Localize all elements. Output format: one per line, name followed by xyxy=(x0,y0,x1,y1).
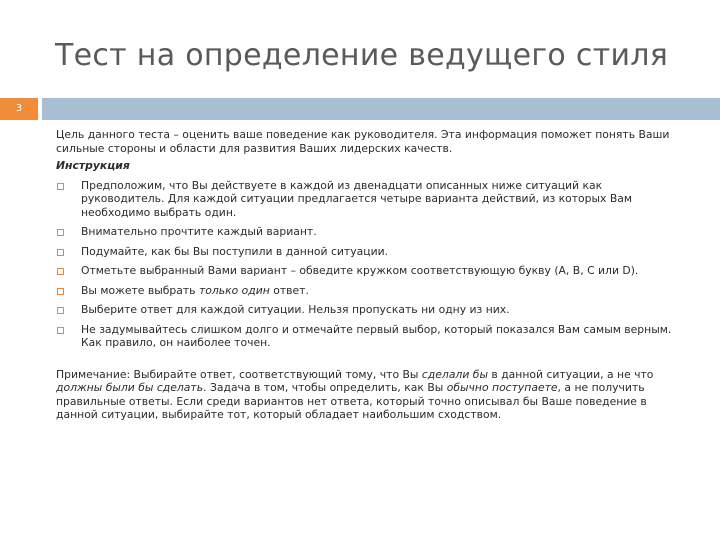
emphasis-text: должны были бы сделать xyxy=(56,381,204,394)
instruction-list xyxy=(56,179,686,350)
square-bullet-icon xyxy=(57,327,64,334)
list-item xyxy=(56,225,686,239)
square-bullet-icon xyxy=(57,268,64,275)
list-item-text: Подумайте, как бы Вы поступили в данной ситуации. xyxy=(81,244,389,258)
list-item-text: Не задумывайтесь слишком долго и отмечайте первый выбор, который показался Вам самым верным. Как правило, он наиболее точен. xyxy=(81,322,672,349)
square-bullet-icon xyxy=(57,249,64,256)
list-item xyxy=(56,245,686,259)
text-fragment: ответ. xyxy=(269,283,309,297)
text-fragment: , а не получить правильные ответы. Если среди вариантов нет ответа, который точно описывал бы Ваше поведение в данной ситуации, выбирайте тот, который обладает наибольшим сходством. xyxy=(56,381,647,421)
title-bar xyxy=(42,98,720,120)
slide-number-badge: 3 xyxy=(0,98,38,120)
square-bullet-icon xyxy=(57,229,64,236)
note-paragraph xyxy=(56,368,686,422)
list-item-text: Отметьте выбранный Вами вариант – обведите кружком соответствующую букву (A, B, C или D). xyxy=(81,264,639,277)
list-item-text xyxy=(81,284,309,297)
text-fragment: в данной ситуации, а не что xyxy=(487,367,654,381)
slide-content xyxy=(56,128,686,426)
list-item xyxy=(56,303,686,317)
text-fragment: Примечание: Выбирайте ответ, соответствующий тому, что Вы xyxy=(56,367,422,381)
list-item xyxy=(56,264,686,278)
emphasis-text: сделали бы xyxy=(421,367,488,381)
square-bullet-icon xyxy=(57,307,64,314)
emphasis-text: обычно поступаете xyxy=(446,381,558,394)
list-item xyxy=(56,284,686,298)
list-item xyxy=(56,179,686,220)
list-item xyxy=(56,323,686,350)
intro-paragraph: Цель данного теста – оценить ваше поведение как руководителя. Эта информация поможет понять Ваши сильные стороны и области для развития Ваших лидерских качеств. xyxy=(56,128,670,155)
list-item-text: Предположим, что Вы действуете в каждой из двенадцати описанных ниже ситуаций как руководитель. Для каждой ситуации предлагается четыре варианта действий, из которых Вам необходимо выбрать один. xyxy=(81,178,633,219)
list-item-text: Внимательно прочтите каждый вариант. xyxy=(81,225,317,238)
emphasis-text: только один xyxy=(198,283,270,297)
text-fragment: Вы можете выбрать xyxy=(81,283,199,297)
slide-title: Тест на определение ведущего стиля xyxy=(55,38,669,73)
square-bullet-icon xyxy=(57,288,64,295)
list-item-text: Выберите ответ для каждой ситуации. Нельзя пропускать ни одну из них. xyxy=(81,303,510,316)
square-bullet-icon xyxy=(57,183,64,190)
text-fragment: . Задача в том, чтобы определить, как Вы xyxy=(203,381,447,394)
instruction-heading: Инструкция xyxy=(56,159,130,172)
